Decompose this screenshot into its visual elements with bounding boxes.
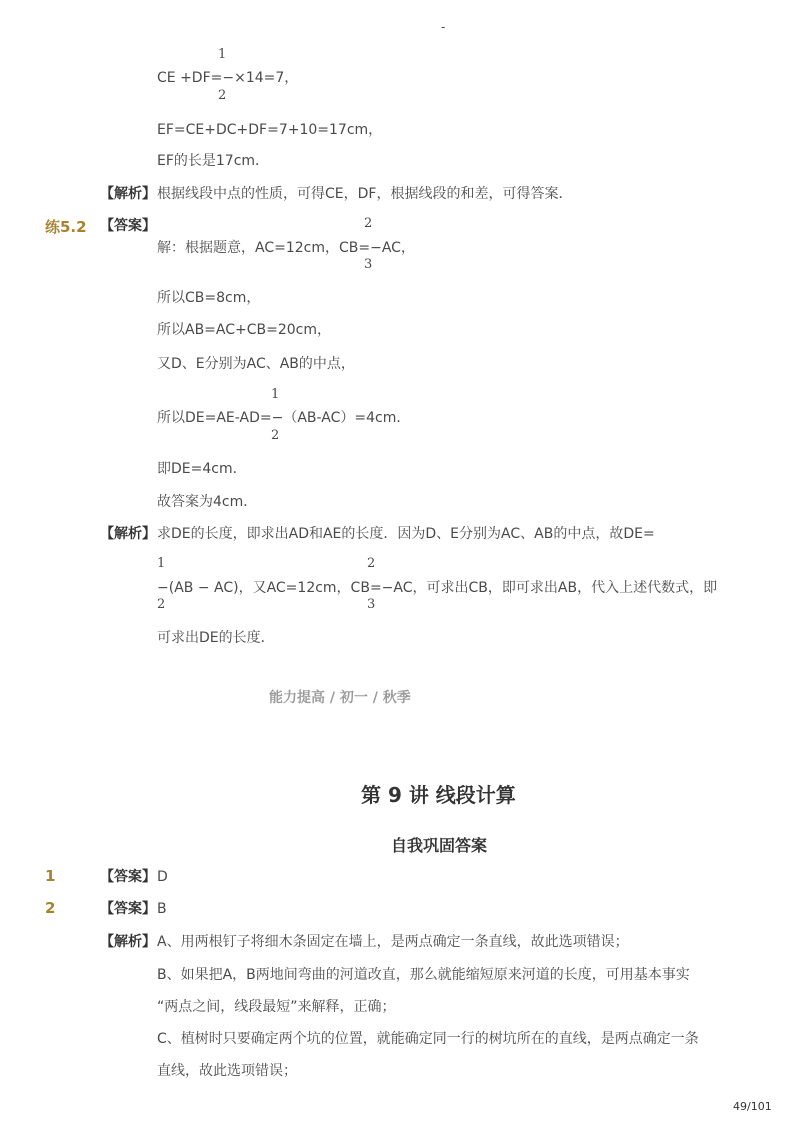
analysis-text: “两点之间，线段最短”来解释，正确；	[157, 999, 396, 1015]
fraction-numerator: 1	[271, 387, 280, 402]
exercise-label: 练5.2	[45, 218, 87, 236]
fraction-numerator: 1	[157, 556, 166, 571]
analysis-text: 求DE的长度，即求出AD和AE的长度．因为D、E分别为AC、AB的中点，故DE=	[157, 526, 655, 542]
result-line: EF的长是17cm．	[157, 153, 270, 169]
fraction-denominator: 2	[271, 428, 280, 443]
fraction-denominator: 3	[367, 597, 376, 612]
analysis-tag: 【解析】	[100, 526, 156, 542]
analysis-tag: 【解析】	[100, 934, 156, 950]
top-mark: -	[441, 20, 446, 34]
solution-line: 故答案为4cm．	[157, 494, 258, 510]
answer-value: D	[157, 869, 168, 885]
fraction-denominator: 3	[364, 257, 373, 272]
equation-line: CE +DF=−×14=7，	[157, 70, 299, 86]
analysis-text: A、用两根钉子将细木条固定在墙上，是两点确定一条直线，故此选项错误；	[157, 934, 629, 950]
analysis-text: C、植树时只要确定两个坑的位置，就能确定同一行的树坑所在的直线，是两点确定一条	[157, 1031, 699, 1047]
fraction-numerator: 2	[367, 556, 376, 571]
solution-line: 解：根据题意，AC=12cm，CB=−AC，	[157, 240, 415, 256]
analysis-text: 根据线段中点的性质，可得CE，DF，根据线段的和差，可得答案．	[157, 186, 573, 202]
analysis-text: 直线，故此选项错误；	[157, 1063, 297, 1079]
answer-value: B	[157, 901, 167, 917]
section-title: 自我巩固答案	[391, 836, 488, 855]
solution-line: 所以AB=AC+CB=20cm，	[157, 322, 332, 338]
analysis-text: 可求出DE的长度．	[157, 630, 275, 646]
page-number: 49/101	[733, 1100, 772, 1113]
answer-tag: 【答案】	[100, 901, 156, 917]
question-number: 1	[45, 867, 56, 885]
solution-line: 即DE=4cm．	[157, 461, 247, 477]
answer-tag: 【答案】	[100, 869, 156, 885]
answer-tag: 【答案】	[100, 218, 156, 234]
question-number: 2	[45, 899, 56, 917]
fraction-numerator: 2	[364, 216, 373, 231]
analysis-tag: 【解析】	[100, 186, 156, 202]
solution-line: 所以DE=AE-AD=−（AB-AC）=4cm．	[157, 410, 411, 426]
lecture-title: 第 9 讲 线段计算	[361, 783, 516, 807]
footer-course-info: 能力提高 / 初一 / 秋季	[269, 690, 411, 706]
fraction-denominator: 2	[157, 597, 166, 612]
solution-line: 又D、E分别为AC、AB的中点，	[157, 356, 355, 372]
analysis-text: −(AB − AC)，又AC=12cm，CB=−AC，可求出CB，即可求出AB，代入上述代数式，即	[157, 580, 718, 596]
equation-line: EF=CE+DC+DF=7+10=17cm，	[157, 122, 383, 138]
fraction-denominator: 2	[218, 88, 227, 103]
fraction-numerator: 1	[218, 47, 227, 62]
analysis-text: B、如果把A，B两地间弯曲的河道改直，那么就能缩短原来河道的长度，可用基本事实	[157, 967, 690, 983]
solution-line: 所以CB=8cm，	[157, 290, 261, 306]
